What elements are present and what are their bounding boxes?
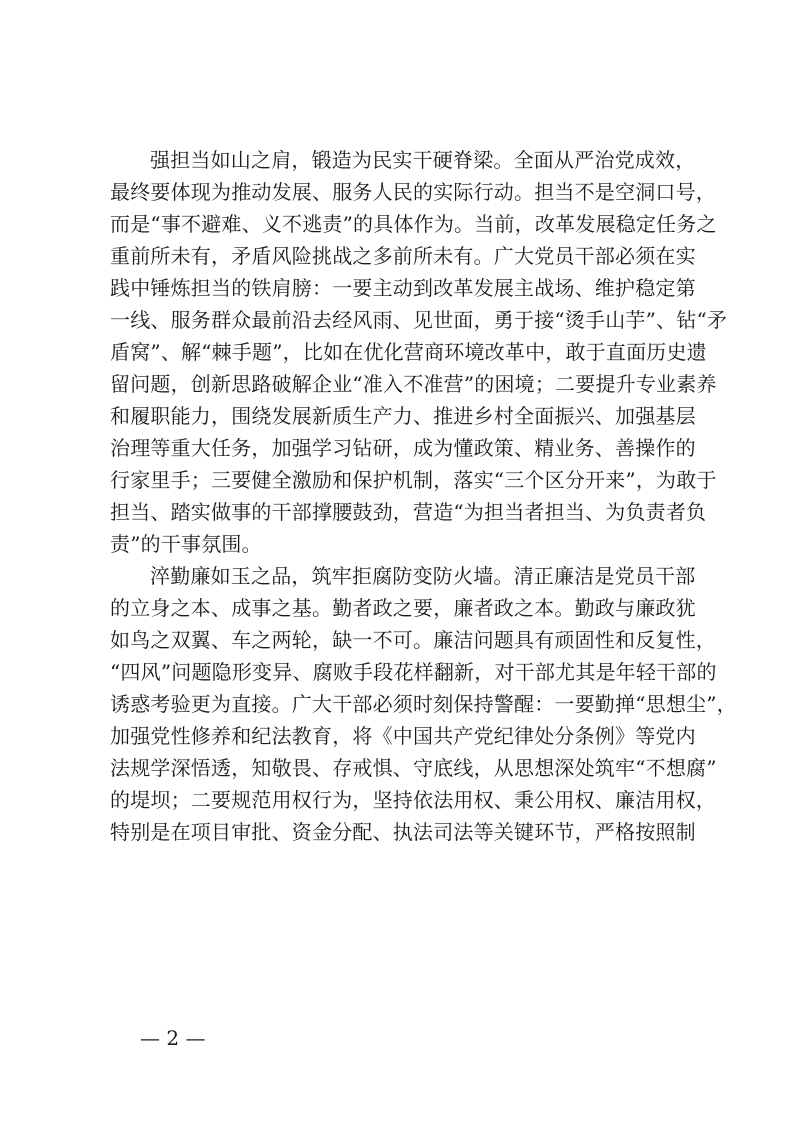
body-text bbox=[110, 144, 737, 848]
text-line: 而是“事不避难、义不逃责”的具体作为。当前，改革发展稳定任务之 bbox=[110, 212, 717, 236]
text-line: 诱惑考验更为直接。广大干部必须时刻保持警醒：一要勤掸“思想尘”， bbox=[110, 692, 737, 716]
text-line: 一线、服务群众最前沿去经风雨、见世面，勇于接“烫手山芋”、钻“矛 bbox=[110, 308, 728, 332]
text-line: 法规学深悟透，知敬畏、存戒惧、守底线，从思想深处筑牢“不想腐” bbox=[110, 756, 717, 780]
paragraph-2 bbox=[110, 560, 737, 848]
page-number: — 2 — bbox=[140, 1026, 206, 1050]
paragraph-1 bbox=[110, 144, 728, 560]
text-line: 最终要体现为推动发展、服务人民的实际行动。担当不是空洞口号， bbox=[110, 180, 716, 204]
text-line: 行家里手；三要健全激励和保护机制，落实“三个区分开来”，为敢于 bbox=[110, 468, 717, 492]
text-line: 和履职能力，围绕发展新质生产力、推进乡村全面振兴、加强基层 bbox=[110, 404, 696, 428]
text-line: 留问题，创新思路破解企业“准入不准营”的困境；二要提升专业素养 bbox=[110, 372, 717, 396]
text-line: 淬勤廉如玉之品，筑牢拒腐防变防火墙。清正廉洁是党员干部 bbox=[150, 564, 696, 588]
text-line: 担当、踏实做事的干部撑腰鼓劲，营造“为担当者担当、为负责者负 bbox=[110, 500, 707, 524]
text-line: 的堤坝；二要规范用权行为，坚持依法用权、秉公用权、廉洁用权， bbox=[110, 788, 716, 812]
text-line: 责”的干事氛围。 bbox=[110, 532, 262, 556]
text-line: 强担当如山之肩，锻造为民实干硬脊梁。全面从严治党成效， bbox=[150, 148, 696, 172]
text-line: 重前所未有，矛盾风险挑战之多前所未有。广大党员干部必须在实 bbox=[110, 244, 696, 268]
text-line: 盾窝”、解“棘手题”，比如在优化营商环境改革中，敢于直面历史遗 bbox=[110, 340, 707, 364]
text-line: “四风”问题隐形变异、腐败手段花样翻新，对干部尤其是年轻干部的 bbox=[110, 660, 717, 684]
text-line: 践中锤炼担当的铁肩膀：一要主动到改革发展主战场、维护稳定第 bbox=[110, 276, 696, 300]
text-line: 特别是在项目审批、资金分配、执法司法等关键环节，严格按照制 bbox=[110, 820, 696, 844]
text-line: 治理等重大任务，加强学习钻研，成为懂政策、精业务、善操作的 bbox=[110, 436, 696, 460]
text-line: 的立身之本、成事之基。勤者政之要，廉者政之本。勤政与廉政犹 bbox=[110, 596, 696, 620]
text-line: 如鸟之双翼、车之两轮，缺一不可。廉洁问题具有顽固性和反复性， bbox=[110, 628, 716, 652]
text-line: 加强党性修养和纪法教育，将《中国共产党纪律处分条例》等党内 bbox=[110, 724, 696, 748]
